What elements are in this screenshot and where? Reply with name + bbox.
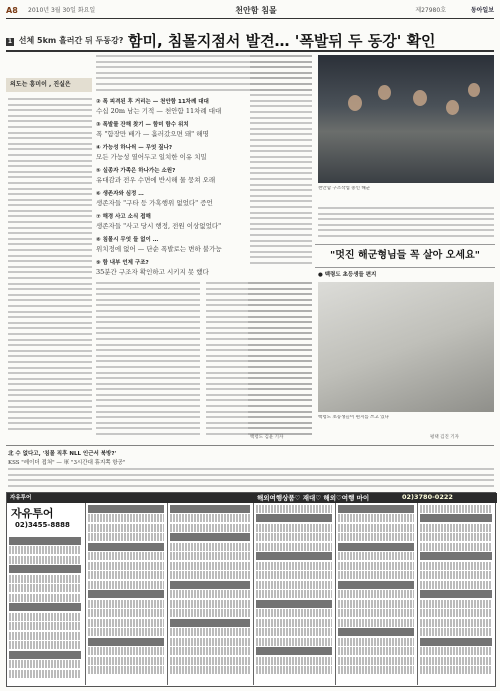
lower-band-text	[8, 468, 494, 488]
ad-column-1	[7, 535, 83, 685]
page-header	[6, 4, 494, 19]
left-box-title: 의도는 흥미이 , 진실은	[10, 81, 71, 88]
qa-answer-5: 생존자들 "구타 등 가혹행위 없었다" 증언	[96, 199, 213, 207]
ad-column-2	[85, 503, 166, 685]
kicker-text: 선체 5km 흘러간 뒤 두동강?	[18, 36, 124, 45]
main-headline: 함미, 침몰지점서 발견… '폭발뒤 두 동강' 확인	[128, 32, 436, 50]
ad-column-3	[167, 503, 252, 685]
qa-answer-3: 모든 가능성 열어두고 일치한 이유 치밀	[96, 153, 207, 161]
byline-1: 백령도 김윤 기자	[250, 435, 284, 440]
advertisement-section	[6, 492, 496, 687]
qa-answer-1: 수십 20m 남는 기적 — 천안함 11차례 대대	[96, 107, 222, 115]
right-mid-text-a	[248, 282, 312, 442]
pull-quote: "멋진 해군형님들 꼭 살아 오세요"	[315, 244, 495, 268]
lower-rule	[6, 445, 494, 446]
ad-column-5	[335, 503, 416, 685]
byline-2: 평택 김진 기자	[430, 435, 459, 440]
ad-bar-left: 자유투어	[7, 493, 170, 503]
header-date: 2010년 3월 30일 화요일	[28, 7, 96, 14]
right-subhead: ● 백령도 초등생들 편지	[318, 272, 377, 278]
ad-column-4	[253, 503, 334, 685]
center-body-text-a	[96, 282, 200, 442]
photo2-caption: 백령도 초등생들이 편지를 쓰고 있다	[318, 415, 389, 420]
issue-number: 제27980호	[415, 7, 446, 14]
qa-answer-4: 유대감과 전우 수면에 반시해 물 뭉쳐 오래	[96, 176, 216, 184]
qa-question-6: ⑦ 해경 사고 소식 접해	[96, 214, 151, 220]
center-right-text	[250, 55, 312, 275]
qa-answer-2: 폭 "함장만 배가 — 흘러갔으면 돼" 해명	[96, 130, 209, 138]
qa-answer-7: 위치정에 없어 — 단순 폭발로는 변하 불가능	[96, 245, 222, 253]
ad-column-6	[417, 503, 494, 685]
right-upper-text	[318, 207, 494, 241]
section-title: 천안함 침몰	[235, 6, 277, 15]
left-column-text	[8, 98, 92, 443]
news-photo-students	[318, 282, 494, 412]
kicker-number-icon: 1	[7, 38, 13, 45]
newspaper-brand: 동아일보	[470, 7, 494, 14]
page-number: A8	[6, 6, 18, 15]
lower-left-subhead: 北 수 없다고, '침몰 직후 NLL 인근서 북방?'	[8, 451, 117, 457]
qa-question-4: ⑤ 실종자 가족은 하나가는 소원?	[96, 168, 176, 174]
left-column-box	[6, 78, 92, 92]
ad-promo-text: 해외여행상품♡ 재대♡ 해외♡여행 마이	[257, 494, 370, 502]
ad-phone-right: 02)3780-0222	[402, 493, 453, 501]
qa-answer-6: 생존자들 "사고 당시 행정, 전원 이상없었다"	[96, 222, 222, 230]
qa-answer-8: 35분간 구조자 확인하고 시키지 못 했다	[96, 268, 209, 276]
qa-question-2: ③ 폭발물 잔해 찾기 — 함미 함수 위치	[96, 122, 189, 128]
qa-question-8: ⑨ 함 내부 언제 구조?	[96, 260, 149, 266]
ad-phone: 02)3455-8888	[15, 521, 70, 529]
qa-question-1: ② 폭 피격된 후 거리는 — 천안함 11차례 대대	[96, 99, 209, 105]
qa-question-7: ⑧ 침몰시 무엇 들 없이 …	[96, 237, 159, 243]
headline-rule	[6, 50, 494, 52]
lower-left-answer: KSS "레이더 접쳐" — 軍 "3시간대 휴지쪽 항공"	[8, 460, 126, 466]
news-photo-soldiers	[318, 55, 494, 183]
ad-logo: 자유투어	[11, 507, 54, 520]
qa-question-5: ⑥ 생존자와 심정 …	[96, 191, 144, 197]
headline-kicker	[6, 35, 123, 46]
photo1-caption: 천안함 구조작업 중인 해군	[318, 186, 371, 191]
qa-question-3: ④ 가능성 하나씩 — 무엇 짚나?	[96, 145, 173, 151]
